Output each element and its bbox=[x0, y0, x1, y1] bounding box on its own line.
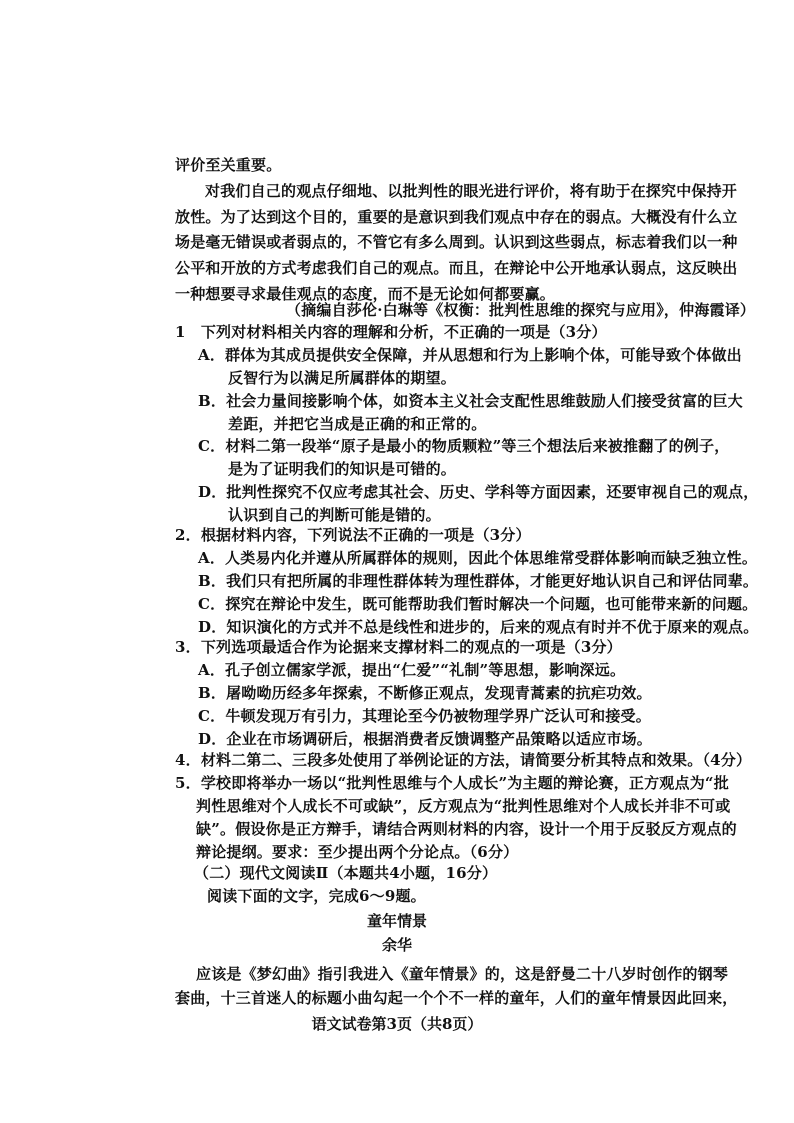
question-1-option-c-cont: 是为了证明我们的知识是可错的。 bbox=[228, 460, 457, 478]
question-2-option-c: C．探究在辩论中发生，既可能帮助我们暂时解决一个问题，也可能带来新的问题。 bbox=[198, 595, 758, 613]
question-1-option-a: A．群体为其成员提供安全保障，并从思想和行为上影响个体，可能导致个体做出 bbox=[198, 346, 742, 364]
question-2-stem: 2．根据材料内容，下列说法不正确的一项是（3分） bbox=[175, 526, 531, 544]
passage-line: 对我们自己的观点仔细地、以批判性的眼光进行评价，将有助于在探究中保持开 bbox=[205, 182, 738, 200]
question-2-option-b: B．我们只有把所属的非理性群体转为理性群体，才能更好地认识自己和评估同辈。 bbox=[198, 572, 759, 590]
section-heading: （二）现代文阅读Ⅱ（本题共4小题，16分） bbox=[194, 864, 498, 882]
question-1-option-b-cont: 差距，并把它当成是正确的和正常的。 bbox=[228, 415, 487, 433]
story-paragraph-line: 应该是《梦幻曲》指引我进入《童年情景》的，这是舒曼二十八岁时创作的钢琴 bbox=[196, 965, 729, 983]
question-5-line: 缺”。假设你是正方辩手，请结合两则材料的内容，设计一个用于反驳反方观点的 bbox=[196, 820, 737, 838]
section-instruction: 阅读下面的文字，完成6～9题。 bbox=[207, 887, 426, 905]
question-1-option-d: D．批判性探究不仅应考虑其社会、历史、学科等方面因素，还要审视自己的观点， bbox=[198, 483, 759, 501]
question-3-option-d: D．企业在市场调研后，根据消费者反馈调整产品策略以适应市场。 bbox=[198, 730, 653, 748]
page-footer: 语文试卷第3页（共8页） bbox=[311, 1015, 483, 1033]
question-5-line: 判性思维对个人成长不可或缺”，反方观点为“批判性思维对个人成长并非不可或 bbox=[196, 797, 731, 815]
question-4-stem: 4．材料二第二、三段多处使用了举例论证的方法，请简要分析其特点和效果。（4分） bbox=[175, 751, 752, 769]
story-paragraph-line: 套曲，十三首迷人的标题小曲勾起一个个不一样的童年，人们的童年情景因此回来， bbox=[175, 989, 738, 1007]
question-3-option-b: B．屠呦呦历经多年探索，不断修正观点，发现青蒿素的抗疟功效。 bbox=[198, 684, 652, 702]
passage-line: 一种想要寻求最佳观点的态度，而不是无论如何都要赢。 bbox=[175, 285, 556, 303]
story-title: 童年情景 bbox=[366, 912, 427, 930]
question-5-line: 5．学校即将举办一场以“批判性思维与个人成长”为主题的辩论赛，正方观点为“批 bbox=[175, 774, 729, 792]
question-3-option-c: C．牛顿发现万有引力，其理论至今仍被物理学界广泛认可和接受。 bbox=[198, 707, 651, 725]
question-1-option-c: C．材料二第一段举“原子是最小的物质颗粒”等三个想法后来被推翻了的例子， bbox=[198, 437, 730, 455]
question-1-stem: 1 下列对材料相关内容的理解和分析，不正确的一项是（3分） bbox=[175, 323, 607, 341]
passage-line: 场是毫无错误或者弱点的，不管它有多么周到。认识到这些弱点，标志着我们以一种 bbox=[175, 233, 738, 251]
passage-line: 公平和开放的方式考虑我们自己的观点。而且，在辩论中公开地承认弱点，这反映出 bbox=[175, 259, 738, 277]
story-author: 余华 bbox=[381, 936, 412, 954]
question-3-option-a: A．孔子创立儒家学派，提出“仁爱”“礼制”等思想，影响深远。 bbox=[198, 661, 626, 679]
question-3-stem: 3．下列选项最适合作为论据来支撑材料二的观点的一项是（3分） bbox=[175, 638, 622, 656]
passage-source: （摘编自莎伦·白琳等《权衡：批判性思维的探究与应用》，仲海霞译） bbox=[286, 301, 756, 319]
question-2-option-d: D．知识演化的方式并不总是线性和进步的，后来的观点有时并不优于原来的观点。 bbox=[198, 618, 759, 636]
passage-line: 放性。为了达到这个目的，重要的是意识到我们观点中存在的弱点。大概没有什么立 bbox=[175, 208, 738, 226]
question-1-option-a-cont: 反智行为以满足所属群体的期望。 bbox=[228, 369, 457, 387]
passage-line: 评价至关重要。 bbox=[175, 156, 282, 174]
question-5-line: 辩论提纲。要求：至少提出两个分论点。（6分） bbox=[196, 843, 519, 861]
question-2-option-a: A．人类易内化并遵从所属群体的规则，因此个体思维常受群体影响而缺乏独立性。 bbox=[198, 549, 758, 567]
question-1-option-b: B．社会力量间接影响个体，如资本主义社会支配性思维鼓励人们接受贫富的巨大 bbox=[198, 392, 743, 410]
question-1-option-d-cont: 认识到自己的判断可能是错的。 bbox=[228, 506, 441, 524]
